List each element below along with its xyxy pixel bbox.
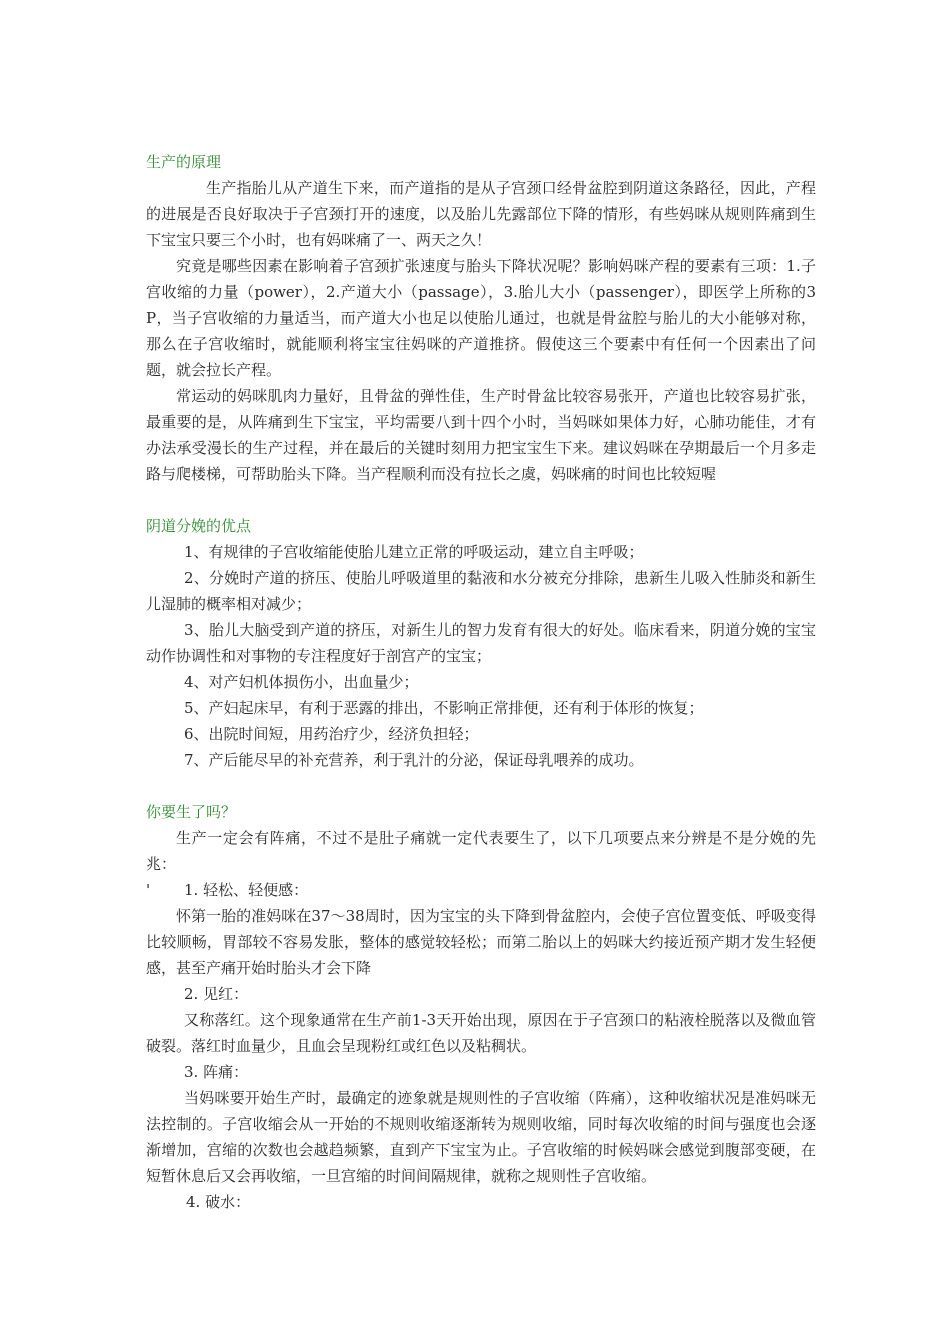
paragraph: 生产一定会有阵痛，不过不是肚子痛就一定代表要生了，以下几项要点来分辨是不是分娩的先兆：: [146, 829, 816, 873]
subheading: 3. 阵痛：: [184, 1063, 249, 1081]
paragraph: 生产指胎儿从产道生下来，而产道指的是从子宫颈口经骨盆腔到阴道这条路径，因此，产程的进展是否良好取决于子宫颈打开的速度，以及胎儿先露部位下降的情形，有些妈咪从规则阵痛到生下宝宝只要三个小时，也有妈咪痛了一、两天之久！: [146, 179, 816, 249]
section-title-labor-signs: 你要生了吗？: [146, 803, 237, 821]
list-item: 2、分娩时产道的挤压、使胎儿呼吸道里的黏液和水分被充分排除，患新生儿吸入性肺炎和新生儿湿肺的概率相对减少；: [146, 569, 816, 613]
paragraph: 又称落红。这个现象通常在生产前1-3天开始出现，原因在于子宫颈口的粘液栓脱落以及微血管破裂。落红时血量少，且血会呈现粉红或红色以及粘稠状。: [146, 1011, 816, 1055]
spacer: [146, 773, 816, 799]
subheading: 2. 见红：: [184, 985, 249, 1003]
paragraph: 怀第一胎的准妈咪在37～38周时，因为宝宝的头下降到骨盆腔内，会使子宫位置变低、呼吸变得比较顺畅，胃部较不容易发胀，整体的感觉较轻松；而第二胎以上的妈咪大约接近预产期才发生轻便感，甚至产痛开始时胎头才会下降: [146, 907, 816, 977]
subheading: 4. 破水：: [186, 1193, 251, 1211]
paragraph: 究竟是哪些因素在影响着子宫颈扩张速度与胎头下降状况呢？影响妈咪产程的要素有三项：1.子宫收缩的力量（power），2.产道大小（passage），3.胎儿大小（passenger），即医学上所称的3P，当子宫收缩的力量适当，而产道大小也足以使胎儿通过，也就是骨盆腔与胎儿的大小能够对称，那么在子宫收缩时，就能顺利将宝宝往妈咪的产道推挤。假使这三个要素中有任何一个因素出了问题，就会拉长产程。: [146, 257, 816, 379]
list-item: 5、产妇起床早，有利于恶露的排出，不影响正常排便，还有利于体形的恢复；: [184, 699, 704, 717]
subheading: 1. 轻松、轻便感：: [184, 881, 309, 899]
list-item: 1、有规律的子宫收缩能使胎儿建立正常的呼吸运动，建立自主呼吸；: [184, 543, 644, 561]
list-item: 7、产后能尽早的补充营养，利于乳汁的分泌，保证母乳喂养的成功。: [184, 751, 644, 769]
paragraph: 当妈咪要开始生产时，最确定的迹象就是规则性的子宫收缩（阵痛），这种收缩状况是准妈咪无法控制的。子宫收缩会从一开始的不规则收缩逐渐转为规则收缩，同时每次收缩的时间与强度也会逐渐增加，宫缩的次数也会越趋频繁，直到产下宝宝为止。子宫收缩的时候妈咪会感觉到腹部变硬，在短暂休息后又会再收缩，一旦宫缩的时间间隔规律，就称之规则性子宫收缩。: [146, 1089, 816, 1185]
subheading-row: [146, 877, 816, 903]
stray-mark: ': [146, 881, 151, 899]
list-item: 3、胎儿大脑受到产道的挤压，对新生儿的智力发育有很大的好处。临床看来，阴道分娩的宝宝动作协调性和对事物的专注程度好于剖宫产的宝宝；: [146, 621, 816, 665]
document-page: [146, 149, 816, 1215]
paragraph: 常运动的妈咪肌肉力量好，且骨盆的弹性佳，生产时骨盆比较容易张开，产道也比较容易扩张，最重要的是，从阵痛到生下宝宝，平均需要八到十四个小时，当妈咪如果体力好，心肺功能佳，才有办法承受漫长的生产过程，并在最后的关键时刻用力把宝宝生下来。建议妈咪在孕期最后一个月多走路与爬楼梯，可帮助胎头下降。当产程顺利而没有拉长之虞，妈咪痛的时间也比较短喔: [146, 387, 816, 483]
spacer: [146, 487, 816, 513]
list-item: 6、出院时间短，用药治疗少，经济负担轻；: [184, 725, 479, 743]
list-item: 4、对产妇机体损伤小，出血量少；: [184, 673, 419, 691]
section-title-advantages: 阴道分娩的优点: [146, 517, 252, 535]
section-title-principle: 生产的原理: [146, 153, 222, 171]
